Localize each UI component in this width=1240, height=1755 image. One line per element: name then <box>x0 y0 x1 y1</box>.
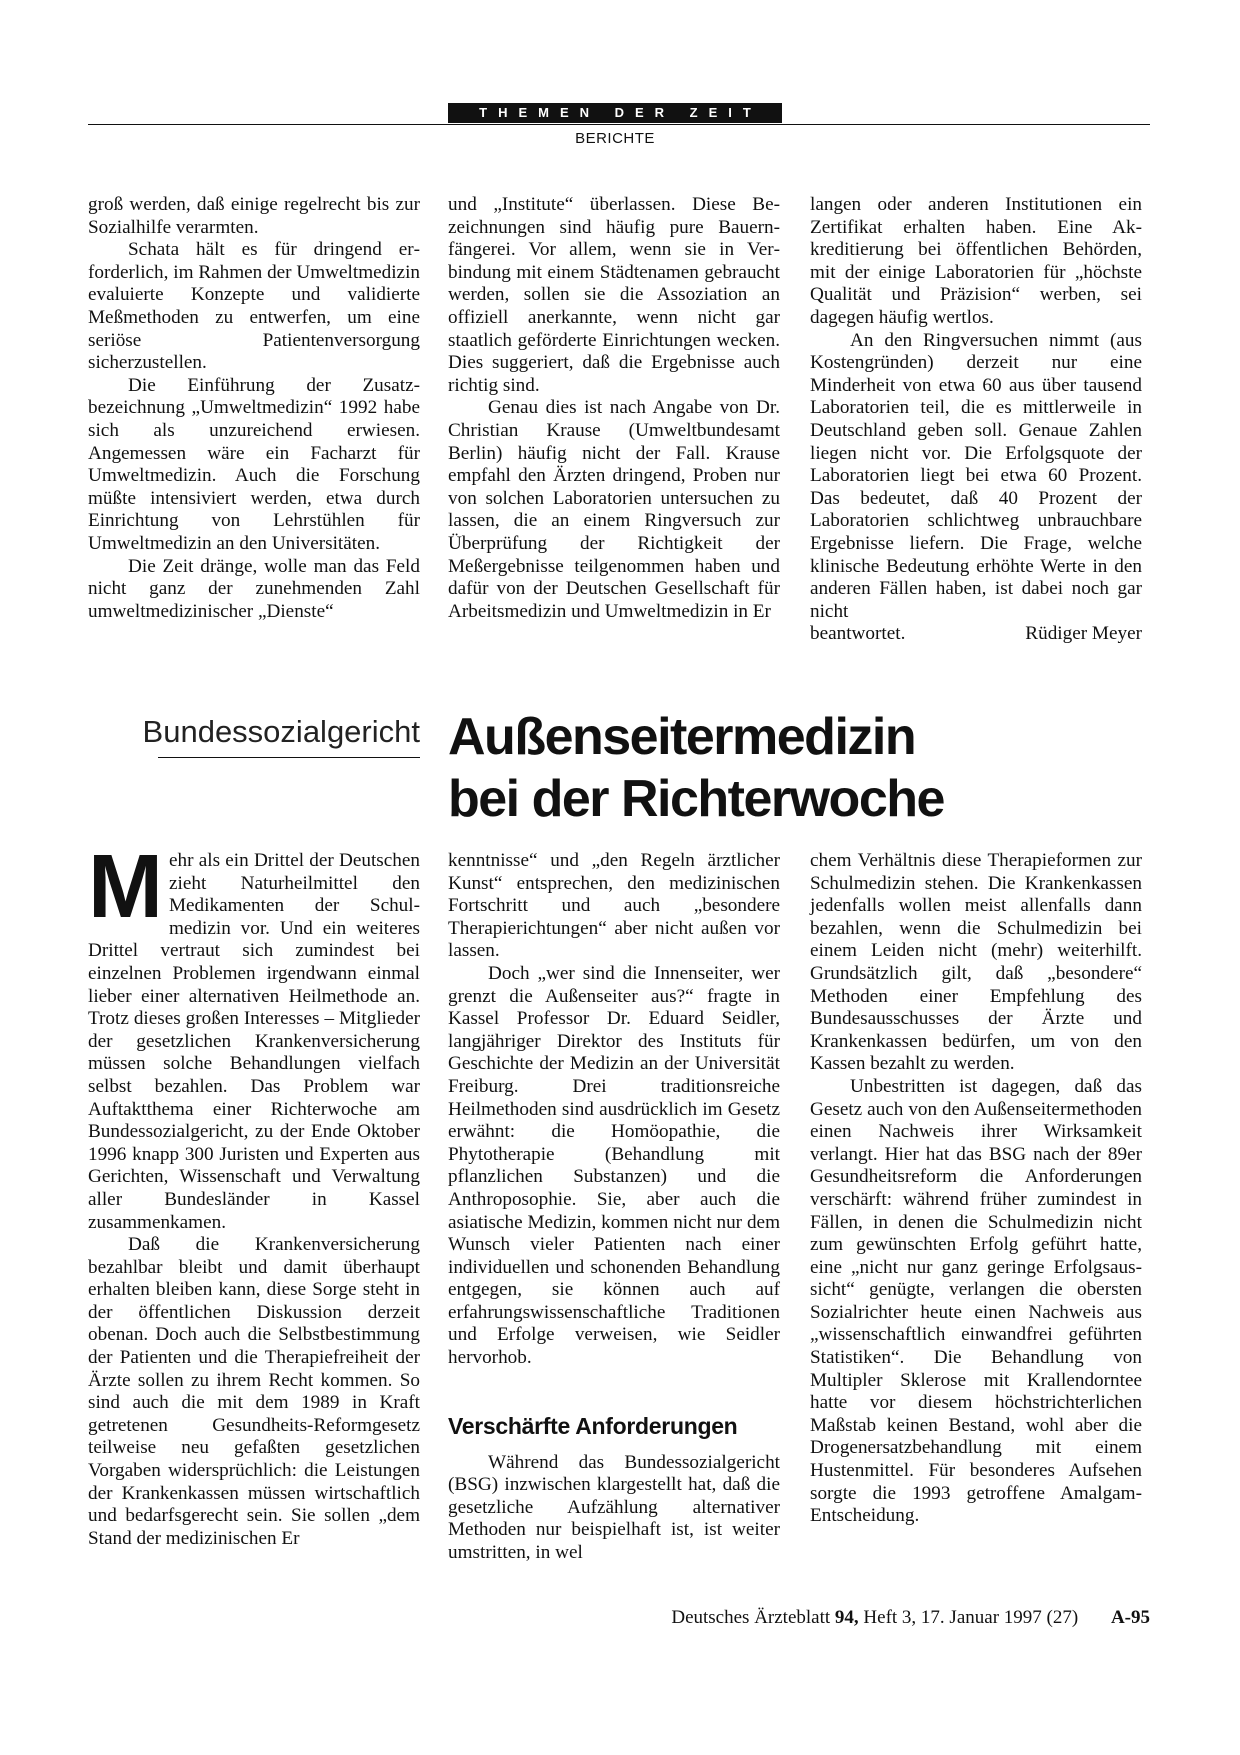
subheading: Verschärfte Anforderungen <box>448 1412 738 1439</box>
page-footer <box>600 1606 1150 1630</box>
paragraph: Die Einführung der Zusatzbezeichnung „Umweltmedizin“ 1992 habe sich als unzureichend erwiesen. Angemessen wäre ein Facharzt für Umweltmedizin. Auch die Forschung müßte intensiviert werden, etwa durch Einrichtung von Lehrstühlen für Umweltmedizin an den Universitäten. <box>88 374 420 554</box>
journal-volume: 94, <box>834 1607 859 1628</box>
paragraph: Unbestritten ist dagegen, daß das Gesetz auch von den Außenseitermethoden einen Nachweis ihrer Wirksamkeit verlangt. Hier hat das BSG nach der 89er Gesundheitsreform die Anforderungen verschärft: während früher zumindest in Fällen, in denen die Schulmedizin nicht zum gewünschten Erfolg geführt hatte, eine „nicht nur ganz geringe Erfolgsaussicht“ genügte, verlangen die obersten Sozialrichter heute einen Nachweis aus „wissenschaftlich einwandfrei geführten Statistiken“. Die Behandlung von Multipler Sklerose mit Krallendorntee hatte vor diesem höchstrichterlichen Maßstab keinen Bestand, wohl aber die Drogenersatzbehandlung mit einem Hustenmittel. Für besonderes Aufsehen sorgte die 1993 getroffene Amalgam-Entscheidung. <box>810 1075 1142 1527</box>
signature-line <box>810 623 1142 646</box>
paragraph: kenntnisse“ und „den Regeln ärztlicher Kunst“ entsprechen, den medizinischen Fortschritt und auch „besondere Therapierichtungen“ aber nicht außen vor lassen. <box>448 850 780 962</box>
paragraph: und „Institute“ überlassen. Diese Bezeichnungen sind häufig pure Bauernfängerei. Vor allem, wenn sie in Verbindung mit einem Städtenamen gebraucht werden, sollen sie die Assoziation an offiziell anerkannte, wenn nicht gar staatlich geförderte Einrichtungen wecken. Dies suggeriert, daß die Ergebnisse auch richtig sind. <box>448 194 780 396</box>
section-label: THEMEN DER ZEIT <box>448 103 782 123</box>
paragraph: groß werden, daß einige regelrecht bis zur Sozialhilfe verarmten. <box>88 194 420 238</box>
page-number: A-95 <box>1110 1607 1150 1628</box>
paragraph: Daß die Krankenversicherung bezahlbar bleibt und damit überhaupt erhalten bleiben kann, diese Sorge steht in der öffentlichen Diskussion derzeit obenan. Doch auch die Selbstbestimmung der Patienten und die Therapiefreiheit der Ärzte sollen zu ihrem Recht kommen. So sind auch die mit dem 1989 in Kraft getretenen Gesundheits-Reformgesetz teilweise neu gefaßten gesetzlichen Vorgaben widersprüchlich: die Leistungen der Krankenkassen müssen wirtschaftlich und bedarfsgerecht sein. Sie sollen „dem Stand der medizinischen Er <box>88 1234 420 1549</box>
paragraph: langen oder anderen Institutionen ein Zertifikat erhalten haben. Eine Akkreditierung bei öffentlichen Behörden, mit der einige Laboratorien für „höchste Qualität und Präzision“ werben, sei dagegen häufig wertlos. <box>810 194 1142 328</box>
top-article-column-3 <box>810 194 1142 646</box>
article-column-2 <box>448 850 780 1565</box>
paragraph: Genau dies ist nach Angabe von Dr. Christian Krause (Umweltbundesamt Berlin) häufig nicht der Fall. Krause empfahl den Ärzten dringend, Proben nur von solchen Laboratorien untersuchen zu lassen, die an einem Ringversuch zur Überprüfung der Richtigkeit der Meßergebnisse teilgenommen haben und dafür von der Deutschen Gesellschaft für Arbeitsmedizin und Umweltmedizin in Er <box>448 397 780 622</box>
paragraph: Doch „wer sind die Innenseiter, wer grenzt die Außenseiter aus?“ fragte in Kassel Professor Dr. Eduard Seidler, langjähriger Direktor des Instituts für Geschichte der Medizin an der Universität Freiburg. Drei traditionsreiche Heilmethoden sind ausdrücklich im Gesetz erwähnt: die Homöopathie, die Phytotherapie (Behandlung mit pflanzlichen Substanzen) und die Anthroposophie. Sie, aber auch die asiatische Medizin, kommen nicht nur dem Wunsch vieler Patienten nach einer individuellen und schonenden Behandlung entgegen, sie können auch auf erfahrungswissenschaftliche Traditionen und Erfolge verweisen, wie Seidler hervorhob. <box>448 962 780 1369</box>
top-article-column-2 <box>448 194 780 623</box>
paragraph: Die Zeit dränge, wolle man das Feld nicht ganz der zunehmenden Zahl umweltmedizinischer „Dienste“ <box>88 555 420 622</box>
article-kicker: Bundessozialgericht <box>142 714 420 749</box>
header-rule <box>88 124 1150 125</box>
author-name: Rüdiger Meyer <box>1025 623 1142 645</box>
paragraph: Schata hält es für dringend erforderlich, im Rahmen der Umweltmedizin evaluierte Konzepte und validierte Meßmethoden zu entwerfen, um eine seriöse Patientenversorgung sicherzustellen. <box>88 239 420 374</box>
lead-paragraph <box>88 837 420 1234</box>
paragraph: An den Ringversuchen nimmt (aus Kostengründen) derzeit nur eine Minderheit von etwa 60 aus über tausend Laboratorien teil, die es mittlerweile in Deutschland geben soll. Genaue Zahlen liegen nicht vor. Die Erfolgsquote der Laboratorien liegt bei etwa 60 Prozent. Das bedeutet, daß 40 Prozent der Laboratorien schlichtweg unbrauchbare Ergebnisse liefern. Die Frage, welche klinische Bedeutung erhöhte Werte in den anderen Fällen haben, ist dabei noch gar nicht <box>810 329 1142 622</box>
paragraph: chem Verhältnis diese Therapieformen zur Schulmedizin stehen. Die Krankenkassen jedenfalls wollen meist allenfalls dann bezahlen, wenn die Schulmedizin bei einem Leiden nicht (mehr) weiterhilft. Grundsätzlich gilt, daß „besondere“ Methoden einer Empfehlung des Bundesausschusses der Ärzte und Krankenkassen bedürfen, um von den Kassen bezahlt zu werden. <box>810 850 1142 1075</box>
headline-line-1: Außenseitermedizin <box>448 708 916 766</box>
journal-name: Deutsches Ärzteblatt <box>671 1607 831 1628</box>
paragraph: Während das Bundessozialgericht (BSG) inzwischen klargestellt hat, daß die gesetzliche Aufzählung alternativer Methoden nur beispielhaft ist, ist weiter umstritten, in wel <box>448 1451 780 1564</box>
lead-text: ehr als ein Drittel der Deutschen zieht Naturheilmittel den Medikamenten der Schulmedizin vor. Und ein weiteres Drittel vertraut sich zumindest bei einzelnen Problemen irgendwann einmal lieber einer alternativen Heilmethode an. Trotz dieses großen Interesses – Mitglieder der gesetzlichen Krankenversicherung müssen solche Behandlungen vielfach selbst bezahlen. Das Problem war Auftaktthema einer Richterwoche am Bundessozialgericht, zu der Ende Oktober 1996 knapp 300 Juristen und Experten aus Gerichten, Wissenschaft und Verwaltung aller Bundesländer in Kassel zusammenkamen. <box>88 850 420 1233</box>
article-column-1 <box>88 837 420 1550</box>
journal-issue: Heft 3, 17. Januar 1997 (27) <box>863 1607 1079 1628</box>
kicker-rule <box>158 757 420 758</box>
last-line: beantwortet. <box>810 623 906 645</box>
drop-cap: M <box>88 837 163 937</box>
headline-line-2: bei der Richterwoche <box>448 770 944 828</box>
subsection-label: BERICHTE <box>575 130 655 147</box>
article-column-3 <box>810 850 1142 1528</box>
top-article-column-1 <box>88 194 420 623</box>
article-headline <box>448 706 1148 830</box>
